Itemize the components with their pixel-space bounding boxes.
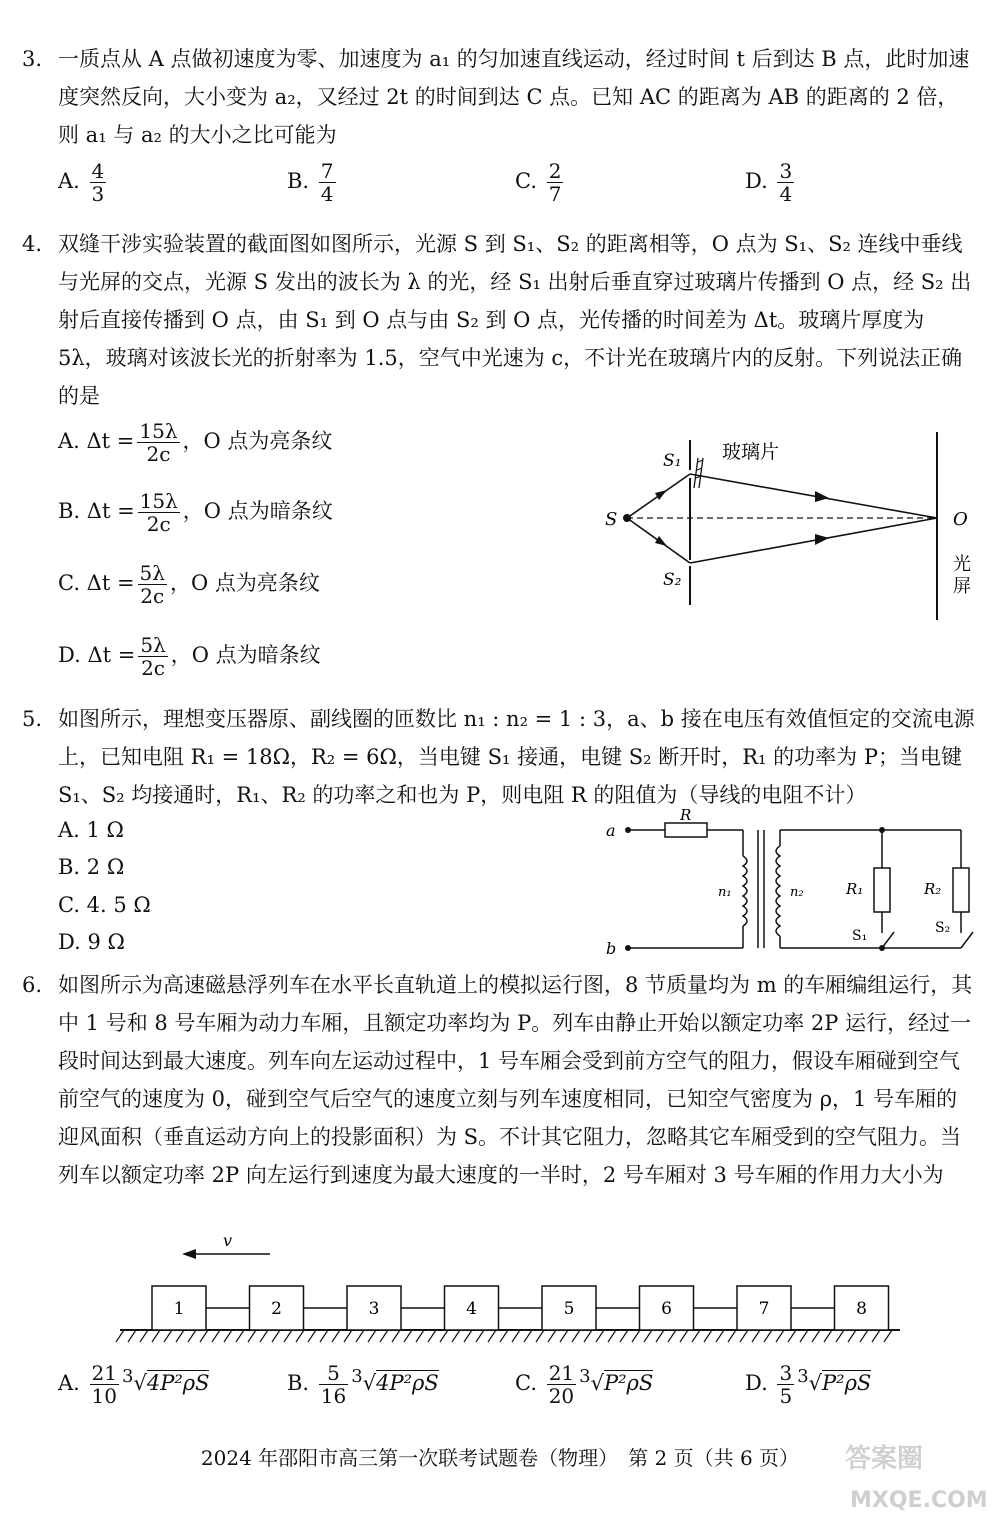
hatch-line [848,1330,856,1342]
hatch-line [188,1330,196,1342]
hatch-line [200,1330,208,1342]
q5-option-d[interactable]: D. 9 Ω [58,930,125,954]
hatch-line [380,1330,388,1342]
q5-option-a[interactable]: A. 1 Ω [58,818,124,842]
hatch-line [356,1330,364,1342]
question-number: 4. [22,232,43,256]
velocity-arrow-head [182,1249,196,1259]
resistor-r [665,823,707,837]
q3-option-b[interactable] [287,160,339,205]
denominator: 3 [91,182,105,206]
option-label: C. Δt = [58,571,135,595]
q4-option-b[interactable] [58,490,333,535]
hatch-line [596,1330,604,1342]
denominator: 2c [140,584,165,608]
q6-option-a[interactable]: A. $\frac{21}{10}$ $^3$√4P²ρS [58,1361,210,1408]
hatch-line [116,1330,124,1342]
option-label: C. [515,1371,537,1395]
arrow-head [815,491,829,502]
screen-label: 光 [953,554,971,575]
option-tail: ，O 点为暗条纹 [170,643,321,667]
hatch-line [836,1330,844,1342]
hatch-line [452,1330,460,1342]
hatch-line [668,1330,676,1342]
hatch-line [128,1330,136,1342]
primary-coil [743,856,747,926]
radicand: 4P²ρS [146,1371,210,1395]
q5-option-c[interactable]: C. 4. 5 Ω [58,893,151,917]
option-label: A. Δt = [58,429,135,453]
terminal-a-label: a [606,821,616,840]
radicand: P²ρS [822,1371,872,1395]
denominator: 2c [146,512,171,536]
denominator: 2c [141,656,165,680]
question-3 [22,40,977,154]
question-number: 3. [22,47,43,71]
ray-s1-o [690,474,937,518]
q3-option-c[interactable] [515,160,566,205]
denominator: 2c [146,442,171,466]
question-number: 6. [22,973,43,997]
watermark-logo: 答案圈 [845,1444,924,1474]
screen-label: 屏 [953,576,971,597]
denominator: 16 [320,1384,347,1408]
option-label: A. [58,169,80,193]
q6-option-d[interactable]: D. $\frac{3}{5}$ $^3$√P²ρS [745,1361,872,1408]
hatch-line [716,1330,724,1342]
hatch-line [416,1330,424,1342]
numerator: 15λ [139,419,178,443]
hatch-line [656,1330,664,1342]
numerator: 3 [779,159,793,183]
s2-label: S₂ [935,920,951,936]
train-car-number: 5 [563,1299,575,1319]
train-car-number: 1 [173,1299,185,1319]
q4-option-d[interactable] [58,634,321,679]
hatch-line [476,1330,484,1342]
option-tail: ，O 点为亮条纹 [169,571,320,595]
q5-option-b[interactable]: B. 2 Ω [58,855,125,879]
hatch-line [632,1330,640,1342]
glass-plate-2 [699,458,703,488]
hatch-line [428,1330,436,1342]
denominator: 5 [779,1384,793,1408]
hatch-line [536,1330,544,1342]
switch-s1 [882,932,894,948]
n2-label: n₂ [790,885,804,900]
hatch-line [704,1330,712,1342]
hatch-line [884,1330,892,1342]
question-number: 5. [22,707,43,731]
denominator: 10 [91,1384,117,1408]
hatch-line [680,1330,688,1342]
question-text: 一质点从 A 点做初速度为零、加速度为 a₁ 的匀加速直线运动，经过时间 t 后到达 B 点，此时加速度突然反向，大小变为 a₂，又经过 2t 的时间到达 C 点。已知 AC 的距离为 AB 的距离的 2 倍，则 a₁ 与 a₂ 的大小之比可能为 [58,47,970,147]
hatch-line [872,1330,880,1342]
hatch-line [164,1330,172,1342]
hatch-line [404,1330,412,1342]
hatch-line [824,1330,832,1342]
glass-plate-1 [694,458,698,488]
s1-label: S₁ [852,928,868,944]
radicand: P²ρS [603,1371,654,1395]
option-label: B. [287,1371,310,1395]
train-car-number: 4 [466,1299,477,1319]
hatch-line [308,1330,316,1342]
train-car-number: 8 [856,1299,867,1319]
hatch-line [860,1330,868,1342]
question-text: 如图所示为高速磁悬浮列车在水平长直轨道上的模拟运行图，8 节质量均为 m 的车厢编组运行，其中 1 号和 8 号车厢为动力车厢，且额定功率均为 P。列车由静止开始以额定功率 2P 运行，经过一段时间达到最大速度。列车向左运动过程中，1 号车厢会受到前方空气的阻力，假设车厢碰到空气前空气的速度为 0，碰到空气后空气的速度立刻与列车速度相同，已知空气密度为 ρ，1 号车厢的迎风面积（垂直运动方向上的投影面积）为 S。不计其它阻力，忽略其它车厢受到的空气阻力。当列车以额定功率 2P 向左运行到速度为最大速度的一半时，2 号车厢对 3 号车厢的作用力大小为 [58,973,973,1187]
train-car-number: 2 [271,1299,282,1319]
numerator: 21 [548,1361,575,1385]
hatch-line [560,1330,568,1342]
numerator: 5λ [140,633,166,657]
resistor-r-label: R [680,808,692,824]
option-tail: ，O 点为亮条纹 [182,429,333,453]
denominator: 20 [548,1384,575,1408]
hatch-line [392,1330,400,1342]
secondary-coil [776,846,780,936]
hatch-line [296,1330,304,1342]
option-label: B. [287,169,310,193]
hatch-line [500,1330,508,1342]
hatch-line [440,1330,448,1342]
radicand: 4P²ρS [376,1371,439,1395]
watermark-site: MXQE.COM [850,1488,988,1513]
hatch-line [620,1330,628,1342]
root-index: 3 [797,1366,809,1387]
s1-label: S₁ [663,451,682,471]
q4-option-a[interactable] [58,420,332,465]
question-text: 如图所示，理想变压器原、副线圈的匝数比 n₁ : n₂ = 1 : 3，a、b 接在电压有效值恒定的交流电源上，已知电阻 R₁ = 18Ω，R₂ = 6Ω，当电键 S₁ 接通，电键 S₂ 断开时，R₁ 的功率为 P；当电键 S₁、S₂ 均接通时，R₁、R₂ 的功率之和也为 P，则电阻 R 的阻值为（导线的电阻不计） [58,707,975,807]
hatch-line [644,1330,652,1342]
arrow-head [815,534,829,545]
q4-option-c[interactable] [58,562,320,607]
hatch-line [608,1330,616,1342]
hatch-line [764,1330,772,1342]
arrow-head [655,490,667,500]
n1-label: n₁ [718,885,732,900]
option-label: A. [58,1371,80,1395]
question-6 [22,966,977,1194]
option-label: D. [745,169,768,193]
numerator: 21 [91,1361,117,1385]
resistor-r1 [874,868,890,912]
hatch-line [584,1330,592,1342]
train-cars [152,1286,889,1330]
terminal-b-label: b [606,939,617,958]
hatch-line [320,1330,328,1342]
q6-option-b[interactable]: B. $\frac{5}{16}$ $^3$√4P²ρS [287,1361,439,1408]
velocity-label: v [223,1232,233,1250]
numerator: 3 [779,1361,793,1385]
hatch-line [212,1330,220,1342]
option-label: D. Δt = [58,643,136,667]
option-label: B. Δt = [58,499,135,523]
hatch-line [776,1330,784,1342]
train-figure [110,1232,910,1352]
hatch-line [224,1330,232,1342]
hatch-line [140,1330,148,1342]
s2-label: S₂ [663,570,682,590]
switch-s2 [961,932,973,948]
train-car-number: 3 [368,1299,380,1319]
hatch-line [464,1330,472,1342]
q6-option-c[interactable]: C. $\frac{21}{20}$ $^3$√P²ρS [515,1361,654,1408]
train-car-number: 6 [661,1299,672,1319]
denominator: 4 [320,182,334,206]
question-text: 双缝干涉实验装置的截面图如图所示，光源 S 到 S₁、S₂ 的距离相等，O 点为 S₁、S₂ 连线中垂线与光屏的交点，光源 S 发出的波长为 λ 的光，经 S₁ 出射后垂直穿过玻璃片传播到 O 点，经 S₂ 出射后直接传播到 O 点，由 S₁ 到 O 点与由 S₂ 到 O 点，光传播的时间差为 Δt。玻璃片厚度为 5λ，玻璃对该波长光的折射率为 1.5，空气中光速为 c，不计光在玻璃片内的反射。下列说法正确的是 [58,232,972,408]
hatch-line [332,1330,340,1342]
hatch-line [740,1330,748,1342]
denominator: 4 [779,182,793,206]
hatch-line [152,1330,160,1342]
hatch-line [260,1330,268,1342]
option-tail: ，O 点为暗条纹 [182,499,333,523]
r1-label: R₁ [846,880,864,898]
numerator: 15λ [139,489,178,513]
double-slit-figure [595,430,990,625]
hatch-line [368,1330,376,1342]
q3-option-d[interactable] [745,160,797,205]
hatch-line [572,1330,580,1342]
hatch-line [344,1330,352,1342]
hatch-line [752,1330,760,1342]
r2-label: R₂ [924,880,942,898]
numerator: 4 [91,159,105,183]
hatch-line [284,1330,292,1342]
hatch-line [176,1330,184,1342]
hatch-line [488,1330,496,1342]
numerator: 2 [548,159,562,183]
glass-label: 玻璃片 [722,441,780,463]
q3-option-a[interactable] [58,160,109,205]
hatch-line [512,1330,520,1342]
resistor-r2 [953,868,969,912]
train-car-number: 7 [758,1299,770,1319]
hatch-line [812,1330,820,1342]
root-index: 3 [351,1366,363,1387]
hatch-line [236,1330,244,1342]
option-label: D. [745,1371,768,1395]
denominator: 7 [548,182,562,206]
transformer-circuit [600,808,985,958]
root-index: 3 [579,1366,591,1387]
arrow-head [655,536,667,546]
numerator: 5λ [139,561,165,585]
question-5 [22,700,977,814]
hatch-line [248,1330,256,1342]
root-index: 3 [121,1366,134,1387]
question-4 [22,225,977,415]
o-label: O [953,509,968,530]
hatch-line [548,1330,556,1342]
hatch-line [272,1330,280,1342]
hatch-line [728,1330,736,1342]
hatch-line [692,1330,700,1342]
page-footer: 2024 年邵阳市高三第一次联考试题卷（物理） 第 2 页（共 6 页） [200,1446,800,1470]
hatch-line [788,1330,796,1342]
ray-s2-o [690,518,937,563]
hatch-line [524,1330,532,1342]
numerator: 7 [320,159,334,183]
numerator: 5 [319,1362,348,1385]
track-hatching [116,1330,892,1342]
hatch-line [800,1330,808,1342]
s-label: S [605,509,618,530]
option-label: C. [515,169,537,193]
